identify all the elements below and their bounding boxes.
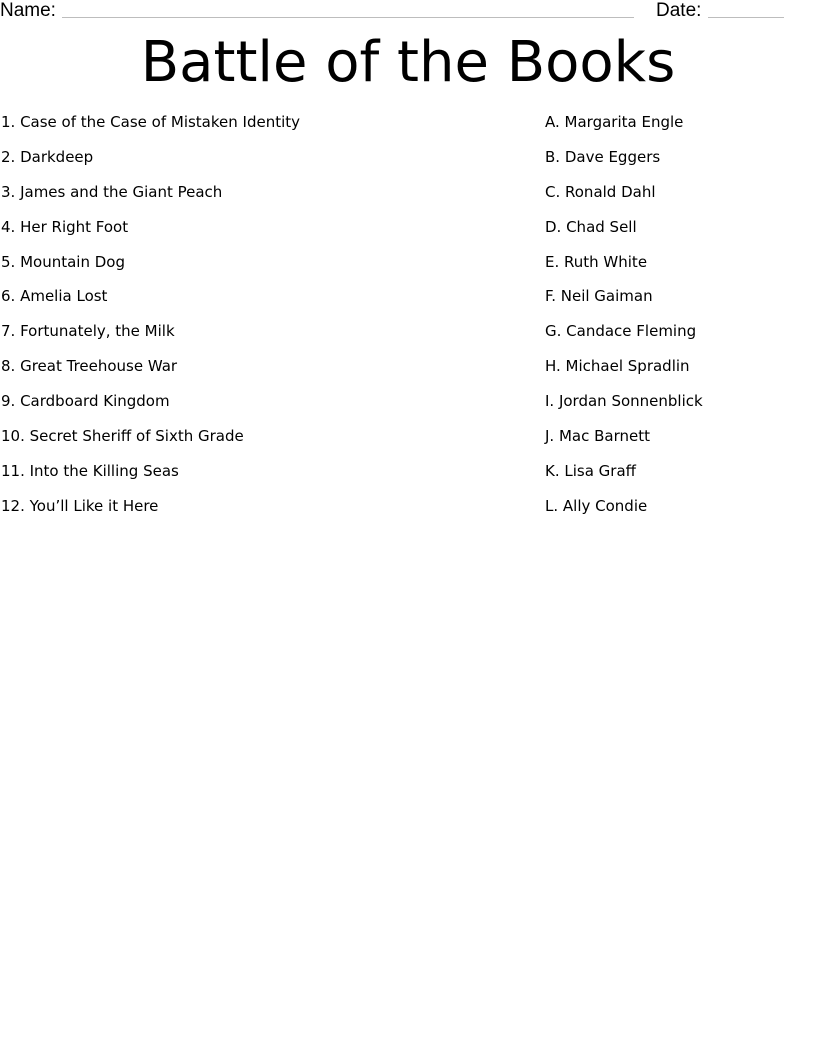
author-item: I. Jordan Sonnenblick: [545, 392, 703, 411]
book-item: 3. James and the Giant Peach: [1, 182, 223, 201]
author-item: L. Ally Condie: [545, 496, 648, 515]
author-item: G. Candace Fleming: [545, 322, 697, 341]
book-item: 8. Great Treehouse War: [1, 357, 178, 376]
book-item: 12. You’ll Like it Here: [1, 496, 159, 515]
book-item: 4. Her Right Foot: [1, 217, 129, 236]
author-item: J. Mac Barnett: [545, 427, 650, 446]
author-item: A. Margarita Engle: [545, 113, 684, 131]
book-item: 7. Fortunately, the Milk: [1, 322, 175, 341]
book-item: 1. Case of the Case of Mistaken Identity: [1, 113, 301, 131]
author-item: E. Ruth White: [545, 252, 648, 271]
date-label: Date:: [656, 0, 702, 21]
header-row: [0, 0, 816, 24]
date-blank-line: [708, 17, 784, 18]
book-list: [1, 110, 501, 529]
book-item: 11. Into the Killing Seas: [1, 461, 179, 480]
book-item: 6. Amelia Lost: [1, 287, 108, 306]
name-label: Name:: [0, 0, 56, 21]
author-item: F. Neil Gaiman: [545, 287, 653, 306]
book-item: 10. Secret Sheriff of Sixth Grade: [1, 427, 244, 446]
book-item: 2. Darkdeep: [1, 147, 94, 166]
author-item: K. Lisa Graff: [545, 461, 636, 480]
author-item: H. Michael Spradlin: [545, 357, 690, 376]
name-blank-line: [62, 17, 634, 18]
author-item: D. Chad Sell: [545, 217, 637, 236]
page-title: Battle of the Books: [140, 30, 676, 95]
author-item: C. Ronald Dahl: [545, 182, 656, 201]
book-item: 9. Cardboard Kingdom: [1, 392, 170, 411]
author-item: B. Dave Eggers: [545, 147, 661, 166]
book-item: 5. Mountain Dog: [1, 252, 125, 271]
author-list: [545, 110, 805, 529]
